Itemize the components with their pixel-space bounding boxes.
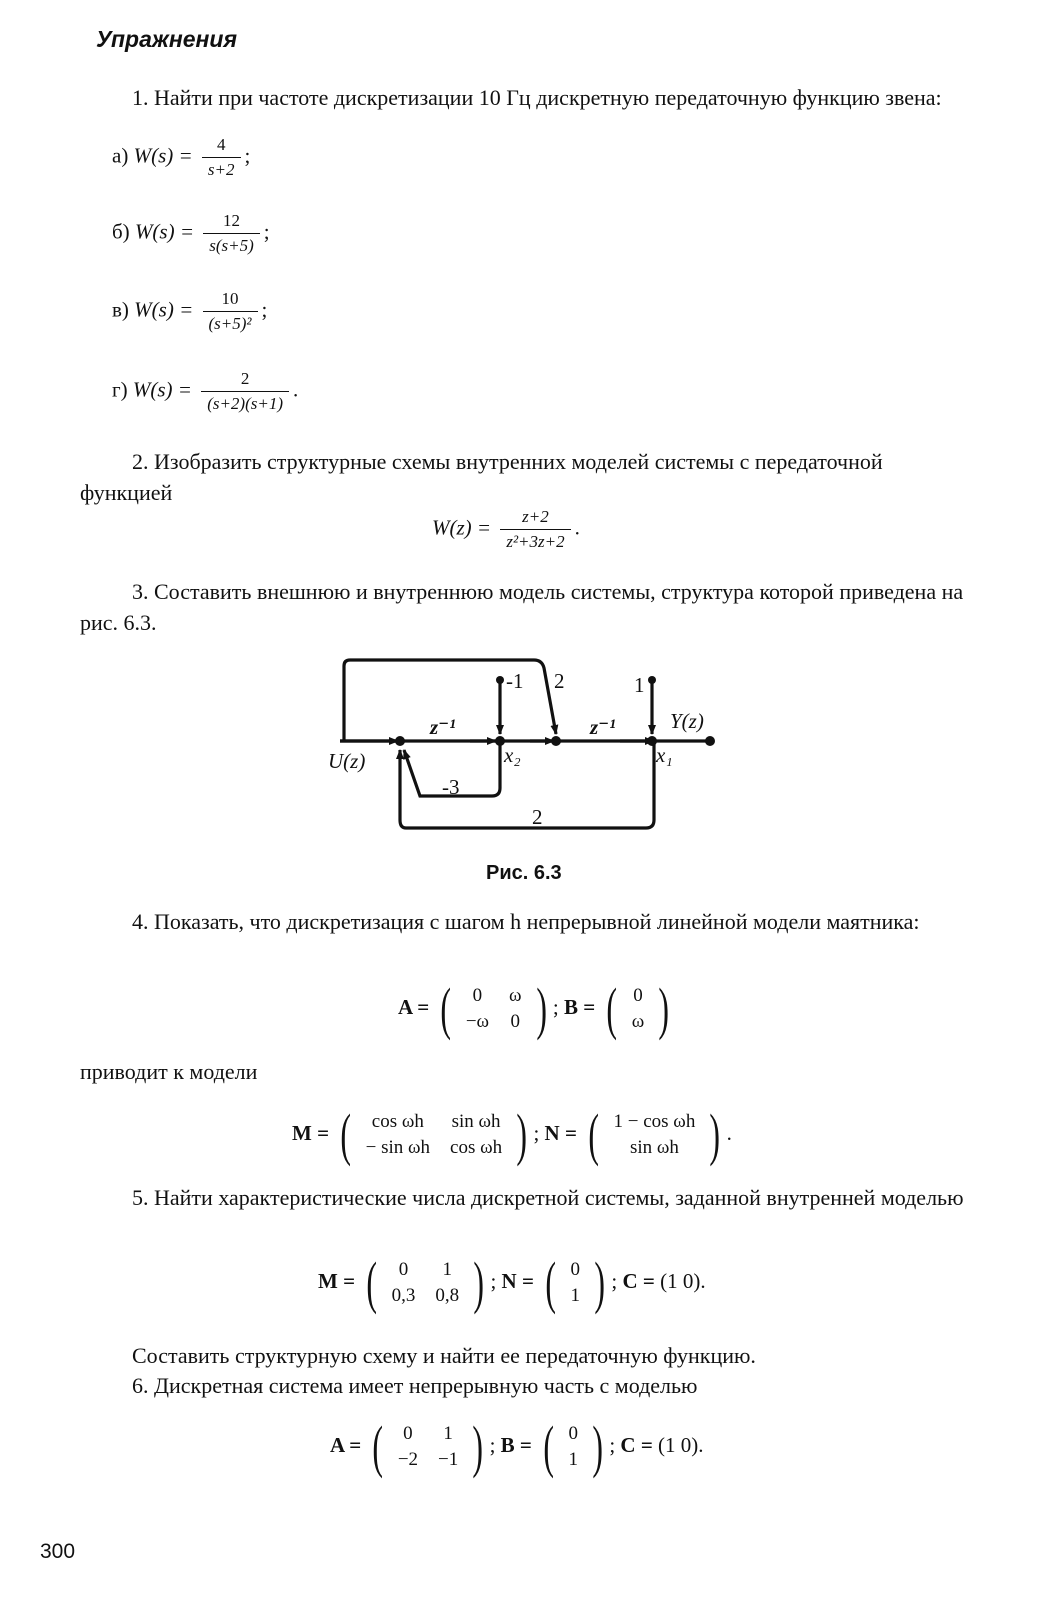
gain-2-top-label: 2 bbox=[554, 669, 565, 693]
matrix-a-label: A = bbox=[398, 994, 430, 1019]
formula-lhs: W(s) = bbox=[134, 297, 194, 322]
matrix-n: ( 1 − cos ωh sin ωh ) bbox=[588, 1102, 721, 1167]
matrix-a: ( 0 ω −ω 0 ) bbox=[440, 976, 547, 1041]
numerator: 2 bbox=[240, 369, 250, 388]
matrix-a-label: A = bbox=[330, 1432, 362, 1457]
feedback-2-path bbox=[400, 741, 654, 828]
matrix-m: ( 0 1 0,3 0,8 ) bbox=[366, 1250, 485, 1315]
formula-1a: а) W(s) = $\frac{4}{s+2}$ ; bbox=[112, 135, 251, 179]
exercise-4-text: 4. Показать, что дискретизация с шагом h непрерывной линейной модели маятника: bbox=[132, 909, 920, 934]
output-label: Y(z) bbox=[670, 709, 704, 733]
matrix-c: (1 0) bbox=[658, 1432, 699, 1457]
matrix-m: ( cos ωh sin ωh − sin ωh cos ωh ) bbox=[340, 1102, 528, 1167]
summing-node-3 bbox=[551, 736, 561, 746]
formula-lhs: W(z) = bbox=[432, 515, 492, 540]
exercise-1-text: 1. Найти при частоте дискретизации 10 Гц дискретную передаточную функцию звена: bbox=[132, 85, 942, 110]
formula-5: M = ( 0 1 0,3 0,8 ) ; N = ( 0 1 ) ; C = (1 0). bbox=[318, 1250, 706, 1315]
matrix-b-label: B = bbox=[500, 1432, 532, 1457]
figure-caption: Рис. 6.3 bbox=[486, 862, 562, 884]
summing-node-1 bbox=[395, 736, 405, 746]
matrix-c: (1 0) bbox=[660, 1268, 701, 1293]
exercise-5-text2: Составить структурную схему и найти ее передаточную функцию. bbox=[132, 1343, 756, 1368]
exercise-2-text: 2. Изобразить структурные схемы внутренних моделей системы с передаточной функцией bbox=[80, 449, 883, 505]
gain-2-bottom-label: 2 bbox=[532, 805, 543, 829]
denominator: z²+3z+2 bbox=[500, 529, 570, 553]
matrix-b: ( 0 1 ) bbox=[543, 1414, 603, 1479]
formula-6: A = ( 0 1 −2 −1 ) ; B = ( 0 1 ) ; C = (1 0). bbox=[330, 1414, 704, 1479]
matrix-b: ( 0 ω ) bbox=[606, 976, 670, 1041]
matrix-c-label: C = bbox=[622, 1268, 655, 1293]
matrix-b-label: B = bbox=[563, 994, 596, 1019]
formula-label: б) bbox=[112, 219, 130, 244]
formula-1d: г) W(s) = $\frac{2}{(s+2)(s+1)}$ . bbox=[112, 369, 299, 413]
formula-4-mn: M = ( cos ωh sin ωh − sin ωh cos ωh ) ; N = ( 1 − cos ωh sin ωh ) . bbox=[292, 1102, 732, 1167]
exercise-3-text: 3. Составить внешнюю и внутреннюю модель системы, структура которой приведена на рис. 6.3. bbox=[80, 579, 964, 635]
gain-1-label: 1 bbox=[634, 673, 645, 697]
numerator: z+2 bbox=[522, 507, 549, 526]
formula-label: г) bbox=[112, 377, 128, 402]
matrix-m-label: M = bbox=[292, 1120, 330, 1145]
matrix-a: ( 0 1 −2 −1 ) bbox=[372, 1414, 484, 1479]
matrix-c-label: C = bbox=[620, 1432, 653, 1457]
formula-lhs: W(s) = bbox=[132, 377, 192, 402]
denominator: s(s+5) bbox=[203, 233, 260, 257]
formula-2: W(z) = $\frac{z+2}{\text{z²+3z+2}}$ . bbox=[432, 507, 580, 551]
denominator: (s+5)² bbox=[203, 311, 258, 335]
matrix-m-label: M = bbox=[318, 1268, 356, 1293]
exercise-5-text: 5. Найти характеристические числа дискретной системы, заданной внутренней моделью bbox=[132, 1185, 964, 1210]
formula-label: в) bbox=[112, 297, 129, 322]
page-number: 300 bbox=[40, 1540, 76, 1563]
formula-1b: б) W(s) = $\frac{12}{s(s+5)}$ ; bbox=[112, 211, 270, 255]
formula-4-ab: A = ( 0 ω −ω 0 ) ; B = ( 0 ω ) bbox=[398, 980, 676, 1038]
matrix-n-label: N = bbox=[544, 1120, 577, 1145]
block-diagram bbox=[320, 648, 740, 844]
formula-label: а) bbox=[112, 143, 129, 168]
denominator: s+2 bbox=[202, 157, 241, 181]
input-label: U(z) bbox=[328, 749, 366, 773]
output-node bbox=[705, 736, 715, 746]
section-heading: Упражнения bbox=[96, 26, 237, 52]
numerator: 10 bbox=[221, 289, 239, 308]
delay2-label: z⁻¹ bbox=[590, 715, 616, 739]
delay1-label: z⁻¹ bbox=[430, 715, 456, 739]
gain-m3-label: -3 bbox=[442, 775, 460, 799]
formula-1c: в) W(s) = $\frac{10}{\text{(s+5)²}}$ ; bbox=[112, 289, 268, 333]
matrix-n: ( 0 1 ) bbox=[545, 1250, 605, 1315]
source-node-m1 bbox=[496, 676, 504, 684]
numerator: 12 bbox=[223, 211, 241, 230]
state2-label: x₂ bbox=[504, 743, 521, 767]
formula-lhs: W(s) = bbox=[133, 143, 193, 168]
gain-m1-label: -1 bbox=[506, 669, 524, 693]
denominator: (s+2)(s+1) bbox=[201, 391, 289, 415]
exercise-6-text: 6. Дискретная система имеет непрерывную часть с моделью bbox=[132, 1373, 698, 1398]
state1-label: x₁ bbox=[656, 743, 673, 767]
formula-lhs: W(s) = bbox=[134, 219, 195, 244]
source-node-1 bbox=[648, 676, 656, 684]
numerator: 4 bbox=[216, 135, 226, 154]
matrix-n-label: N = bbox=[501, 1268, 534, 1293]
exercise-4-text2: приводит к модели bbox=[80, 1059, 258, 1084]
